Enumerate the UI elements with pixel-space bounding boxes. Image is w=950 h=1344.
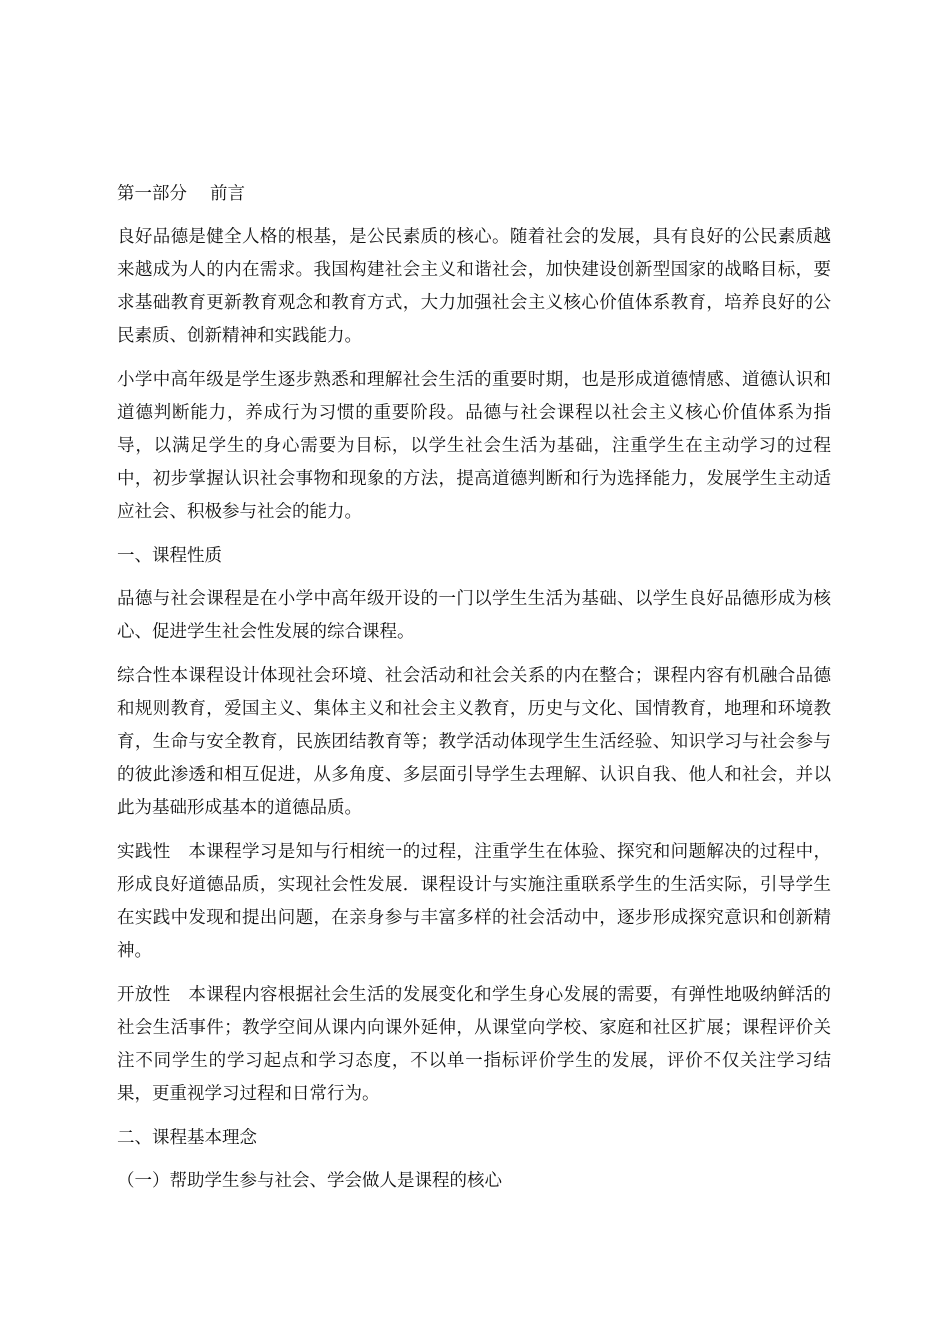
nature-paragraph-open: 开放性 本课程内容根据社会生活的发展变化和学生身心发展的需要，有弹性地吸纳鲜活的社会生活事件；教学空间从课内向课外延伸，从课堂向学校、家庭和社区扩展；课程评价关注不同学生的学习起点和学习态度，不以单一指标评价学生的发展，评价不仅关注学习结果，更重视学习过程和日常行为。 <box>117 985 831 1104</box>
nature-paragraph-comprehensive: 综合性本课程设计体现社会环境、社会活动和社会关系的内在整合；课程内容有机融合品德和规则教育，爱国主义、集体主义和社会主义教育，历史与文化、国情教育，地理和环境教育，生命与安全教育，民族团结教育等；教学活动体现学生生活经验、知识学习与社会参与的彼此渗透和相互促进，从多角度、多层面引导学生去理解、认识自我、他人和社会，并以此为基础形成基本的道德品质。 <box>117 666 831 818</box>
intro-paragraph-2: 小学中高年级是学生逐步熟悉和理解社会生活的重要时期，也是形成道德情感、道德认识和道德判断能力，养成行为习惯的重要阶段。品德与社会课程以社会主义核心价值体系为指导，以满足学生的身心需要为目标，以学生社会生活为基础，注重学生在主动学习的过程中，初步掌握认识社会事物和现象的方法，提高道德判断和行为选择能力，发展学生主动适应社会、积极参与社会的能力。 <box>117 370 831 522</box>
nature-paragraph-practical: 实践性 本课程学习是知与行相统一的过程，注重学生在体验、探究和问题解决的过程中，形成良好道德品质，实现社会性发展．课程设计与实施注重联系学生的生活实际，引导学生在实践中发现和提出问题，在亲身参与丰富多样的社会活动中，逐步形成探究意识和创新精神。 <box>117 842 831 961</box>
subsection-title-1: （一）帮助学生参与社会、学会做人是课程的核心 <box>117 1171 502 1191</box>
document-body <box>117 178 831 1208</box>
part-title: 第一部分 前言 <box>117 184 246 204</box>
section-title-course-nature: 一、课程性质 <box>117 546 222 566</box>
nature-paragraph-1: 品德与社会课程是在小学中高年级开设的一门以学生生活为基础、以学生良好品德形成为核心、促进学生社会性发展的综合课程。 <box>117 589 831 642</box>
section-title-basic-concepts: 二、课程基本理念 <box>117 1128 257 1148</box>
intro-paragraph-1: 良好品德是健全人格的根基，是公民素质的核心。随着社会的发展，具有良好的公民素质越来越成为人的内在需求。我国构建社会主义和谐社会，加快建设创新型国家的战略目标，要求基础教育更新教育观念和教育方式，大力加强社会主义核心价值体系教育，培养良好的公民素质、创新精神和实践能力。 <box>117 227 831 346</box>
